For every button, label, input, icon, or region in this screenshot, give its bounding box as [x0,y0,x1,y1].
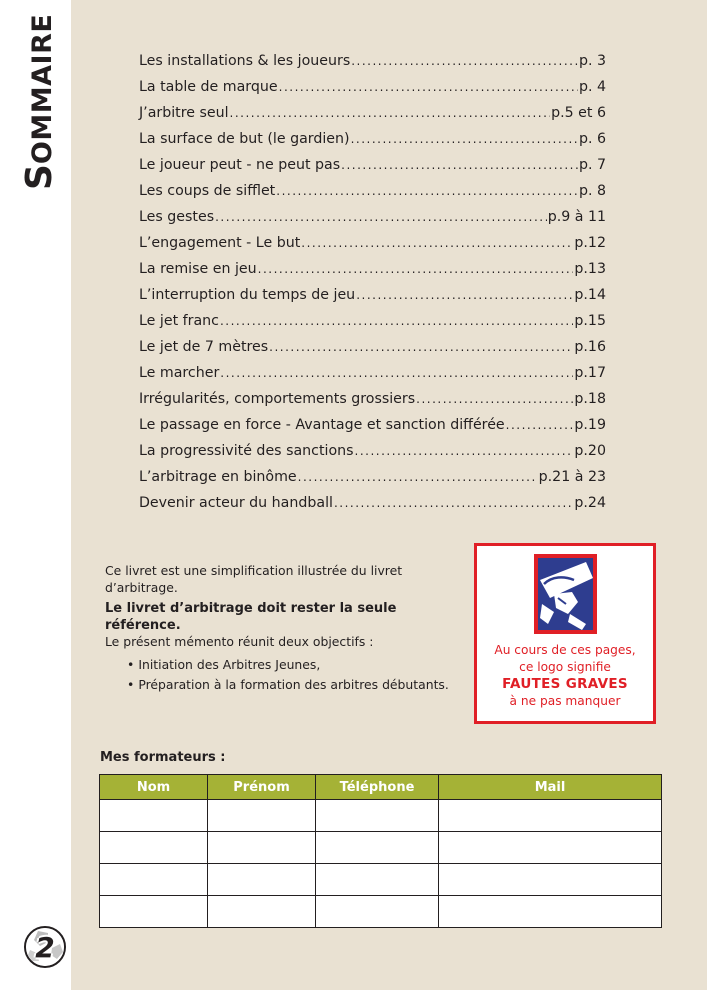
list-item [127,675,460,695]
toc-entry-label: Le passage en force - Avantage et sanction différée [139,417,505,433]
table-cell[interactable] [208,832,316,864]
table-cell[interactable] [316,864,439,896]
fautes-graves-logo-icon [534,554,597,634]
table-cell[interactable] [208,896,316,928]
toc-entry-page: p.14 [574,287,606,303]
toc-entry-page: p. 7 [578,157,606,173]
page-number: 2 [35,931,55,964]
trainers-title: Mes formateurs : [100,750,226,765]
toc-entry-page: p.17 [574,365,606,381]
toc-leader-dots [258,262,574,276]
toc-entry-page: p.18 [574,391,606,407]
intro-objectives-line: Le présent mémento réunit deux objectifs : [105,634,374,649]
toc-entry-page: p.20 [574,443,606,459]
section-title-rest: OMMAIRE [27,13,58,165]
toc-leader-dots [416,392,573,406]
toc-leader-dots [298,470,538,484]
table-cell[interactable] [100,800,208,832]
toc-row[interactable] [139,443,606,469]
toc-row[interactable] [139,469,606,495]
toc-row[interactable] [139,313,606,339]
toc-leader-dots [351,132,578,146]
toc-leader-dots [215,210,547,224]
section-title-sommaire [19,13,60,190]
toc-entry-label: Le marcher [139,365,220,381]
table-of-contents [139,53,606,521]
toc-row[interactable] [139,53,606,79]
toc-row[interactable] [139,209,606,235]
toc-entry-label: Le jet franc [139,313,219,329]
toc-entry-label: La table de marque [139,79,278,95]
toc-leader-dots [230,106,551,120]
intro-bold-line: Le livret d’arbitrage doit rester la seule référence. [105,601,397,633]
toc-row[interactable] [139,131,606,157]
table-cell[interactable] [100,832,208,864]
column-header-telephone: Téléphone [316,775,439,800]
table-row [100,832,662,864]
toc-row[interactable] [139,79,606,105]
table-cell[interactable] [439,800,662,832]
toc-entry-page: p.16 [574,339,606,355]
toc-row[interactable] [139,183,606,209]
toc-entry-page: p.21 à 23 [538,469,606,485]
toc-leader-dots [220,366,573,380]
toc-entry-label: La surface de but (le gardien) [139,131,350,147]
toc-row[interactable] [139,339,606,365]
toc-entry-label: L’engagement - Le but [139,235,301,251]
table-row [100,864,662,896]
toc-entry-page: p.5 et 6 [551,105,606,121]
list-item-text: Préparation à la formation des arbitres débutants. [138,676,449,692]
trainers-table [99,774,662,928]
table-cell[interactable] [439,864,662,896]
toc-entry-page: p. 8 [578,183,606,199]
toc-entry-page: p. 3 [578,53,606,69]
table-cell[interactable] [439,896,662,928]
toc-entry-label: Irrégularités, comportements grossiers [139,391,416,407]
toc-entry-page: p.24 [574,495,606,511]
toc-row[interactable] [139,287,606,313]
toc-leader-dots [334,496,573,510]
table-cell[interactable] [316,896,439,928]
intro-line: Ce livret est une simplification illustrée du livret d’arbitrage. [105,563,403,595]
toc-row[interactable] [139,391,606,417]
toc-entry-label: Devenir acteur du handball [139,495,333,511]
toc-entry-label: L’arbitrage en binôme [139,469,297,485]
table-cell[interactable] [208,800,316,832]
toc-leader-dots [301,236,573,250]
toc-row[interactable] [139,105,606,131]
objectives-list [105,655,460,695]
toc-entry-page: p.19 [574,417,606,433]
table-cell[interactable] [316,832,439,864]
toc-entry-page: p. 4 [578,79,606,95]
bullet-icon: • [127,676,135,692]
table-header-row [100,775,662,800]
toc-row[interactable] [139,235,606,261]
table-cell[interactable] [100,896,208,928]
caption-strong: FAUTES GRAVES [502,676,628,692]
intro-text-block [105,563,460,695]
toc-row[interactable] [139,365,606,391]
toc-leader-dots [341,158,578,172]
fautes-graves-caption [477,642,653,710]
section-title-initial: S [19,164,60,190]
toc-entry-page: p. 6 [578,131,606,147]
caption-line: ce logo signifie [519,660,611,674]
table-cell[interactable] [316,800,439,832]
toc-entry-label: L’interruption du temps de jeu [139,287,356,303]
toc-entry-label: Les gestes [139,209,215,225]
toc-entry-label: Le joueur peut - ne peut pas [139,157,341,173]
caption-line: Au cours de ces pages, [494,643,636,657]
bullet-icon: • [127,656,135,672]
toc-leader-dots [356,288,573,302]
toc-entry-page: p.13 [574,261,606,277]
toc-entry-page: p.9 à 11 [547,209,606,225]
toc-leader-dots [355,444,574,458]
fautes-graves-box [474,543,656,724]
toc-row[interactable] [139,157,606,183]
column-header-nom: Nom [100,775,208,800]
list-item [127,655,460,675]
caption-line: à ne pas manquer [509,694,621,708]
toc-entry-label: Les coups de sifflet [139,183,276,199]
toc-leader-dots [269,340,573,354]
toc-row[interactable] [139,495,606,521]
table-cell[interactable] [100,864,208,896]
toc-leader-dots [506,418,574,432]
table-cell[interactable] [439,832,662,864]
column-header-prenom: Prénom [208,775,316,800]
toc-entry-label: La progressivité des sanctions [139,443,354,459]
column-header-mail: Mail [439,775,662,800]
table-cell[interactable] [208,864,316,896]
toc-entry-label: La remise en jeu [139,261,257,277]
toc-leader-dots [279,80,578,94]
toc-entry-label: Le jet de 7 mètres [139,339,269,355]
toc-entry-page: p.15 [574,313,606,329]
toc-entry-label: Les installations & les joueurs [139,53,351,69]
toc-leader-dots [276,184,578,198]
toc-row[interactable] [139,261,606,287]
toc-entry-page: p.12 [574,235,606,251]
toc-leader-dots [351,54,578,68]
list-item-text: Initiation des Arbitres Jeunes, [138,656,321,672]
table-row [100,896,662,928]
page-number-badge [24,926,66,968]
toc-leader-dots [220,314,573,328]
toc-row[interactable] [139,417,606,443]
toc-entry-label: J’arbitre seul [139,105,229,121]
table-row [100,800,662,832]
